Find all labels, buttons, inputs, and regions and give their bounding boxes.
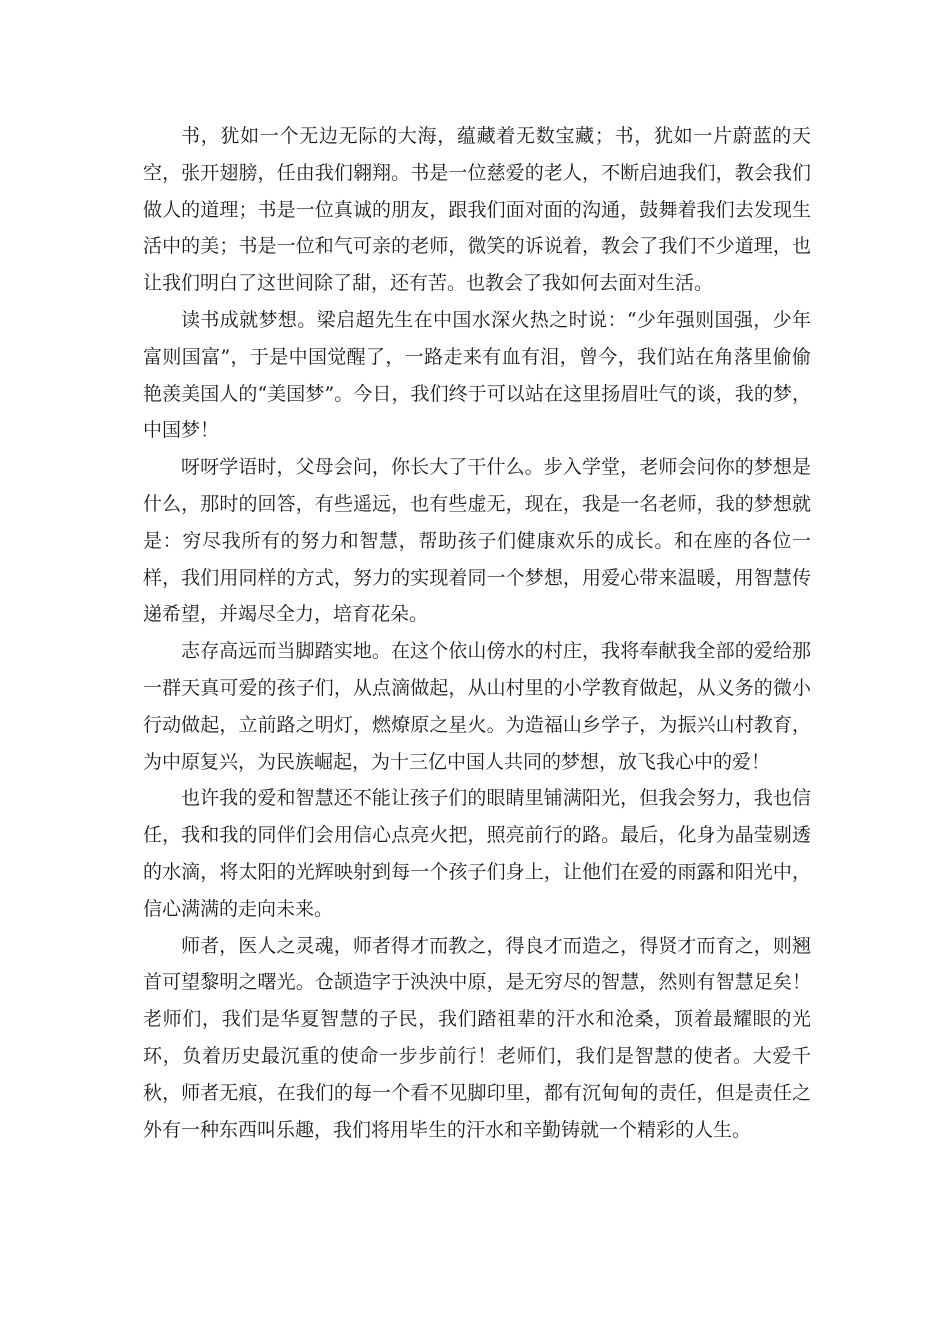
paragraph-reading-dream: 读书成就梦想。梁启超先生在中国水深火热之时说：“少年强则国强，少年富则国富”，于是中国觉醒了，一路走来有血有泪，曾今，我们站在角落里偷偷艳羡美国人的“美国梦”。今日，我们终于可以站在这里扬眉吐气的谈，我的梦，中国梦！ — [143, 308, 811, 442]
essay-body — [143, 118, 811, 1148]
paragraph-teacher-dream: 呀呀学语时，父母会问，你长大了干什么。步入学堂，老师会问你的梦想是什么，那时的回答，有些遥远，也有些虚无，现在，我是一名老师，我的梦想就是：穷尽我所有的努力和智慧，帮助孩子们健康欢乐的成长。和在座的各位一样，我们用同样的方式，努力的实现着同一个梦想，用爱心带来温暖，用智慧传递希望，并竭尽全力，培育花朵。 — [143, 456, 811, 626]
paragraph-ambition: 志存高远而当脚踏实地。在这个依山傍水的村庄，我将奉献我全部的爱给那一群天真可爱的孩子们，从点滴做起，从山村里的小学教育做起，从义务的微小行动做起，立前路之明灯，燃燎原之星火。为造福山乡学子，为振兴山村教育，为中原复兴，为民族崛起，为十三亿中国人共同的梦想，放飞我心中的爱！ — [143, 640, 811, 773]
paragraph-books: 书，犹如一个无边无际的大海，蕴藏着无数宝藏；书，犹如一片蔚蓝的天空，张开翅膀，任由我们翱翔。书是一位慈爱的老人，不断启迪我们，教会我们做人的道理；书是一位真诚的朋友，跟我们面对面的沟通，鼓舞着我们去发现生活中的美；书是一位和气可亲的老师，微笑的诉说着，教会了我们不少道理，也让我们明白了这世间除了甜，还有苦。也教会了我如何去面对生活。 — [143, 125, 811, 295]
paragraph-teachers-mission: 师者，医人之灵魂，师者得才而教之，得良才而造之，得贤才而育之，则翘首可望黎明之曙光。仓颉造字于泱泱中原，是无穷尽的智慧，然则有智慧足矣！老师们，我们是华夏智慧的子民，我们踏祖辈的汗水和沧桑，顶着最耀眼的光环，负着历史最沉重的使命一步步前行！老师们，我们是智慧的使者。大爱千秋，师者无痕，在我们的每一个看不见脚印里，都有沉甸甸的责任，但是责任之外有一种东西叫乐趣，我们将用毕生的汗水和辛勤铸就一个精彩的人生。 — [143, 934, 811, 1141]
paragraph-love-wisdom: 也许我的爱和智慧还不能让孩子们的眼睛里铺满阳光，但我会努力，我也信任，我和我的同伴们会用信心点亮火把，照亮前行的路。最后，化身为晶莹剔透的水滴，将太阳的光辉映射到每一个孩子们身上，让他们在爱的雨露和阳光中，信心满满的走向未来。 — [143, 787, 811, 920]
